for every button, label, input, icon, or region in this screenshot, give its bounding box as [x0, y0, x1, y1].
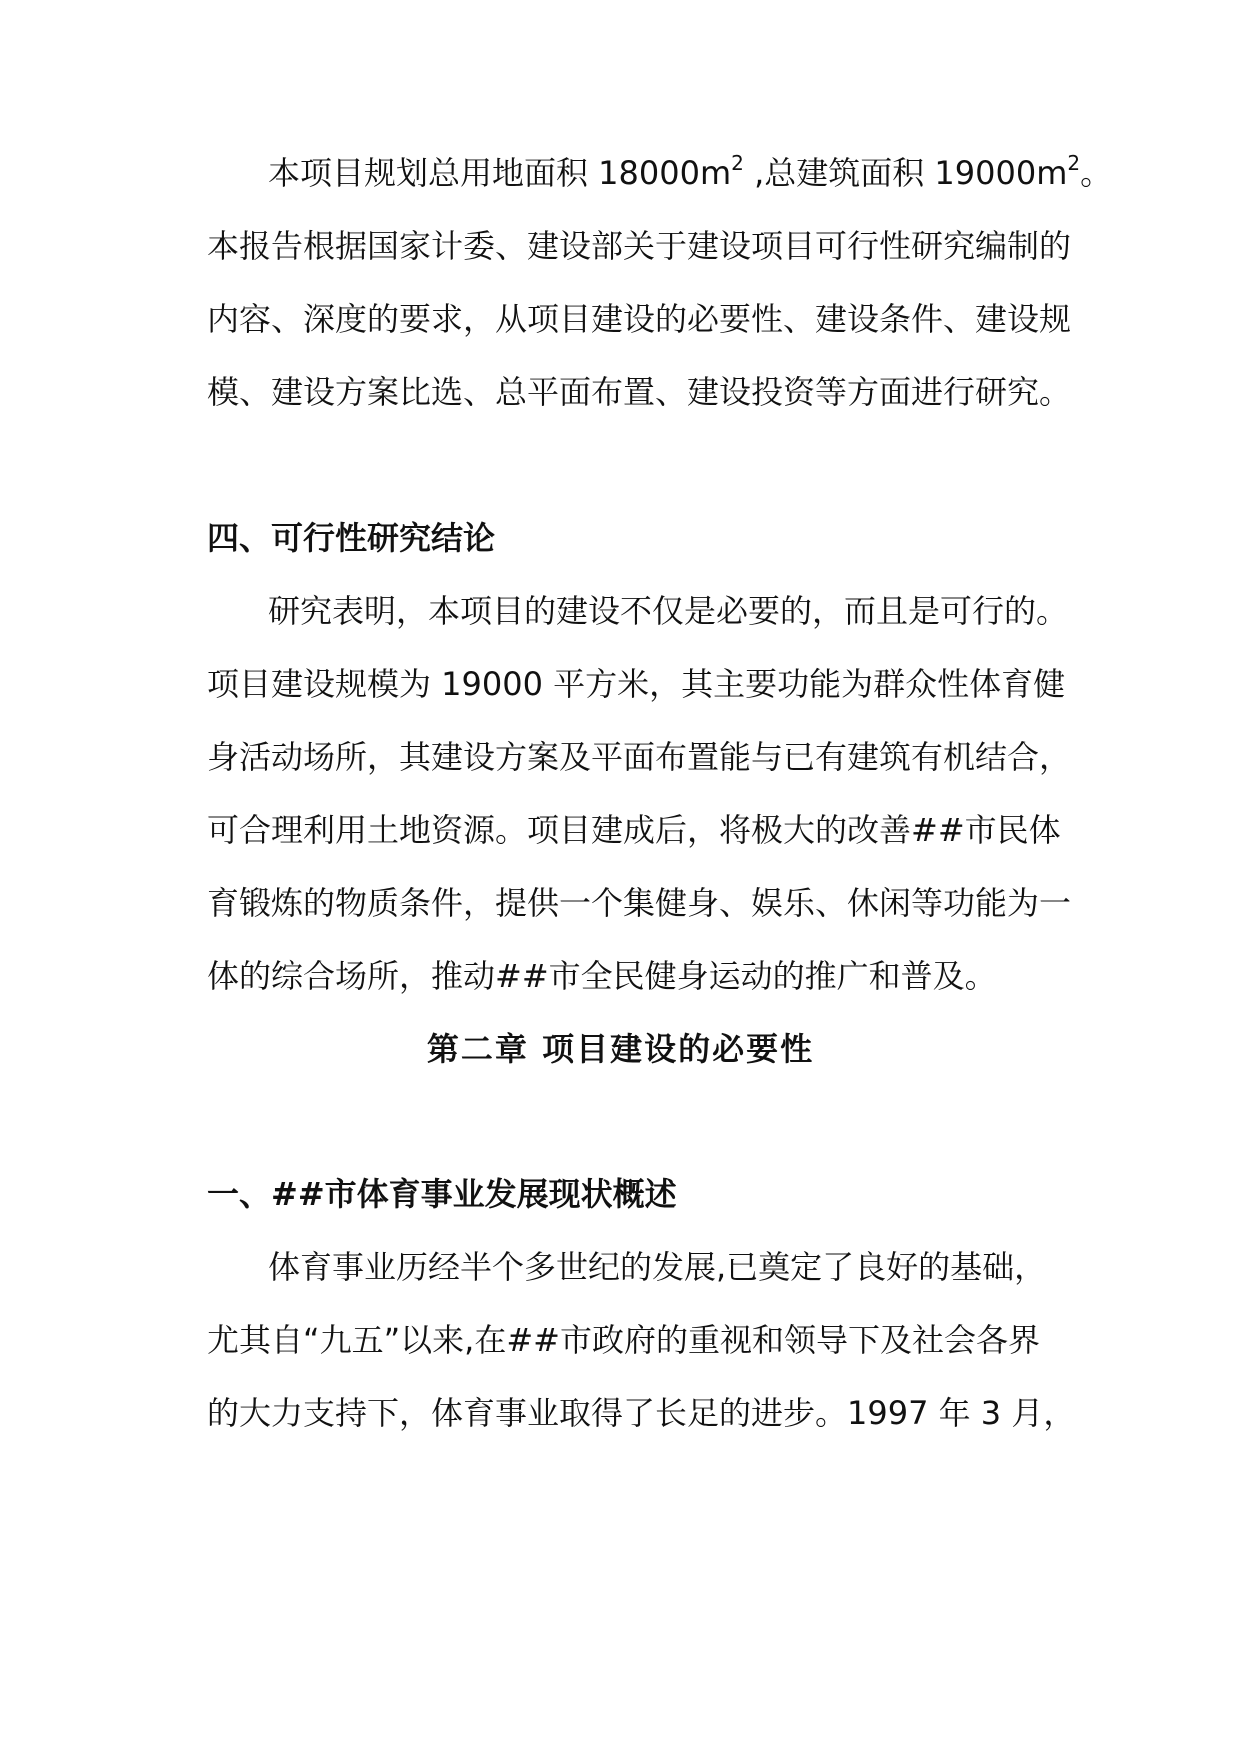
- paragraph-line: 项目建设规模为 19000 平方米，其主要功能为群众性体育健: [207, 665, 1066, 703]
- superscript: 2: [1067, 151, 1081, 175]
- paragraph-line: 育锻炼的物质条件，提供一个集健身、娱乐、休闲等功能为一: [207, 884, 1072, 922]
- paragraph-line: 研究表明，本项目的建设不仅是必要的，而且是可行的。: [268, 592, 1069, 630]
- paragraph-line: 可合理利用土地资源。项目建成后，将极大的改善##市民体: [207, 811, 1061, 849]
- section-heading: 一、##市体育事业发展现状概述: [207, 1175, 677, 1213]
- paragraph-line: 模、建设方案比选、总平面布置、建设投资等方面进行研究。: [207, 373, 1072, 411]
- text-segment: 本项目规划总用地面积 18000m: [268, 154, 732, 192]
- paragraph-line: 的大力支持下，体育事业取得了长足的进步。1997 年 3 月，: [207, 1394, 1076, 1432]
- chapter-title: 第二章 项目建设的必要性: [426, 1030, 815, 1068]
- paragraph-line: 体的综合场所，推动##市全民健身运动的推广和普及。: [207, 957, 997, 995]
- text-segment: 。: [1080, 154, 1113, 192]
- paragraph-line: 尤其自“九五”以来,在##市政府的重视和领导下及社会各界: [207, 1321, 1040, 1359]
- paragraph-line: 本报告根据国家计委、建设部关于建设项目可行性研究编制的: [207, 227, 1072, 265]
- superscript: 2: [731, 151, 744, 175]
- paragraph-line: 内容、深度的要求，从项目建设的必要性、建设条件、建设规: [207, 300, 1072, 338]
- text-segment: ,总建筑面积 19000m: [743, 154, 1068, 192]
- paragraph-line: 体育事业历经半个多世纪的发展,已奠定了良好的基础，: [268, 1248, 1047, 1286]
- paragraph-line: [268, 153, 1112, 193]
- paragraph-line: 身活动场所，其建设方案及平面布置能与已有建筑有机结合，: [207, 738, 1072, 776]
- section-heading: 四、可行性研究结论: [207, 519, 496, 557]
